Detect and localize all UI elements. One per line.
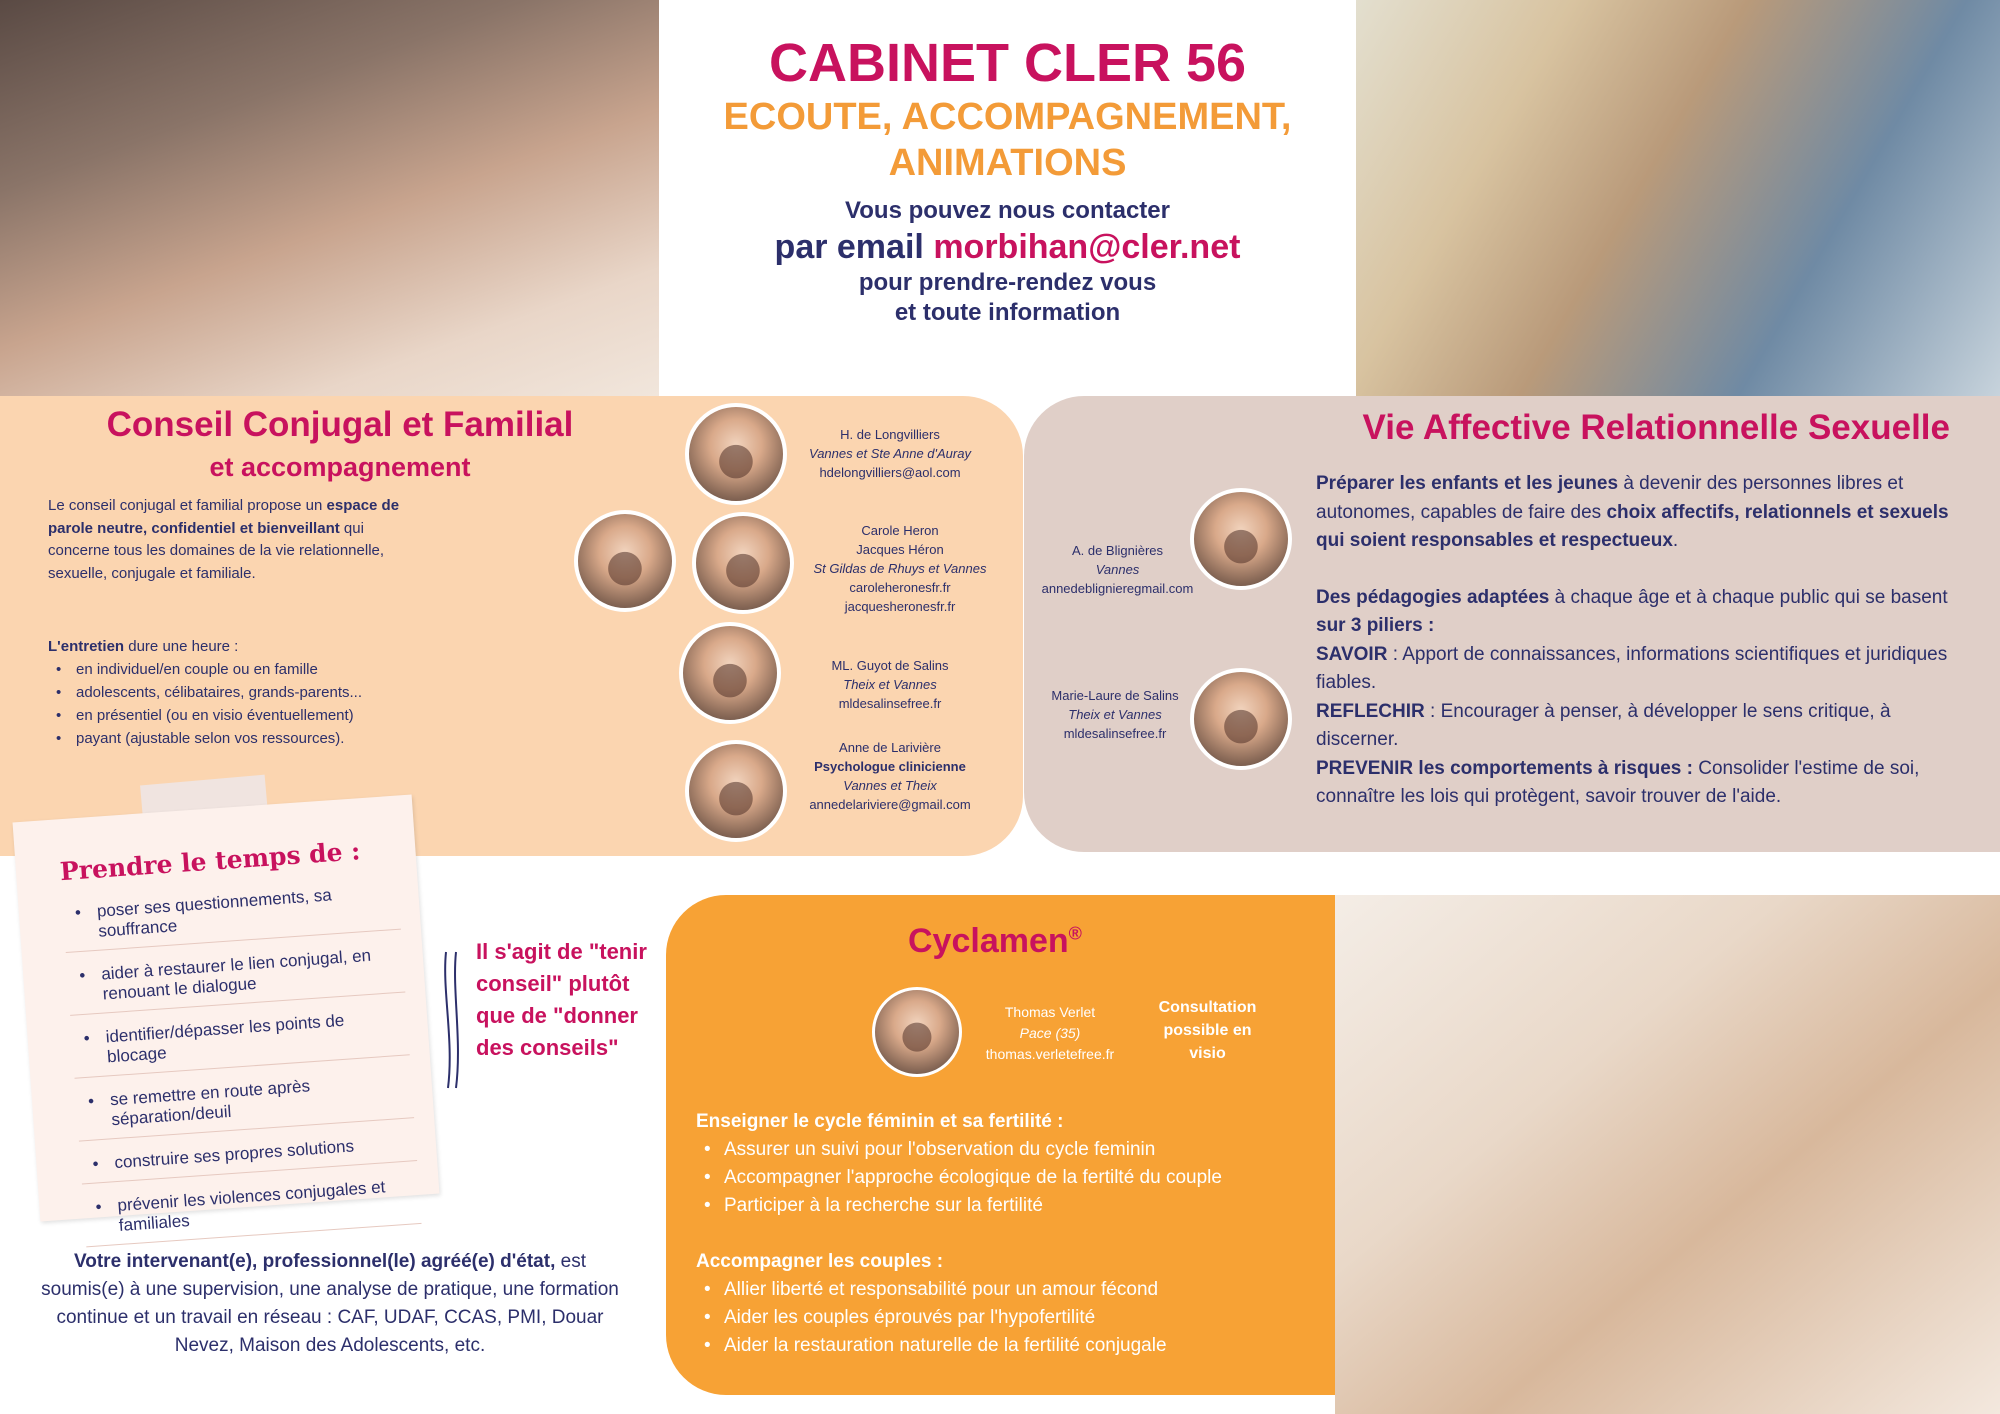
vars-bold: Préparer les enfants et les jeunes <box>1316 473 1619 494</box>
note-card <box>13 795 440 1235</box>
email-prefix: par email <box>774 228 924 266</box>
vars-text-span: à chaque âge et à chaque public qui se basent <box>1554 586 1948 608</box>
person-icon: ● <box>723 542 763 593</box>
cyclamen-heading: Enseigner le cycle féminin et sa fertilité : <box>696 1111 1064 1132</box>
person-place: Theix et Vannes <box>843 677 937 692</box>
person-info <box>1025 541 1210 598</box>
vars-text-span: . <box>1672 530 1679 551</box>
photo-hands <box>0 0 659 396</box>
avatar <box>685 740 787 842</box>
person-info <box>800 521 1000 616</box>
person-icon: ● <box>716 770 756 821</box>
note-title: Prendre le temps de : <box>59 836 362 887</box>
person-email[interactable]: annedeblignieregmail.com <box>1041 581 1194 596</box>
vars-bold: REFLECHIR <box>1316 700 1425 722</box>
person-email[interactable]: mldesalinsefree.fr <box>1063 726 1167 741</box>
conseil-intro-1: Le conseil conjugal et familial propose un <box>48 497 323 514</box>
vars-bold: SAVOIR <box>1316 643 1388 665</box>
person-icon: ● <box>900 1012 934 1056</box>
list-item: • prévenir les violences conjugales et familiales <box>83 1175 422 1247</box>
vars-paragraph-2 <box>1316 584 1956 641</box>
person-email[interactable]: caroleheronesfr.fr <box>849 580 951 595</box>
person-icon: ● <box>1221 698 1261 749</box>
list-item: • en individuel/en couple ou en famille <box>48 658 448 681</box>
cyclamen-title <box>860 922 1160 961</box>
vars-bold: Des pédagogies adaptées <box>1316 586 1550 608</box>
person-name: Thomas Verlet <box>1004 1004 1096 1020</box>
cyclamen-list-1 <box>696 1136 1336 1220</box>
list-item: • Accompagner l'approche écologique de la fertilté du couple <box>696 1164 1336 1192</box>
conseil-title: Conseil Conjugal et Familial <box>106 405 574 444</box>
person-info <box>800 425 980 482</box>
person-icon: ● <box>710 652 750 703</box>
pillar-reflechir <box>1316 698 1956 755</box>
conseil-subtitle: et accompagnement <box>209 452 471 482</box>
note-list <box>62 881 421 1248</box>
person-email[interactable]: jacquesheronesfr.fr <box>844 599 956 614</box>
person-place: Theix et Vannes <box>1068 707 1162 722</box>
quote-text: Il s'agit de "tenir conseil" plutôt que de "donner des conseils" <box>476 939 647 1060</box>
entretien-rest: dure une heure : <box>128 638 239 655</box>
vars-bold: choix affectifs, relationnels et sexuels qui soient responsables et respectueux <box>1316 501 1949 551</box>
list-item: • poser ses questionnements, sa souffrance <box>62 881 401 953</box>
list-item: • Participer à la recherche sur la fertilité <box>696 1192 1336 1220</box>
registered-mark: ® <box>1068 923 1082 944</box>
conseil-intro <box>48 495 418 585</box>
person-name: A. de Blignières <box>1071 543 1164 558</box>
person-email[interactable]: hdelongvilliers@aol.com <box>819 465 961 480</box>
list-item: • Aider la restauration naturelle de la fertilité conjugale <box>696 1332 1336 1360</box>
person-name: Jacques Héron <box>856 542 944 557</box>
person-name: Carole Heron <box>861 523 939 538</box>
avatar <box>574 510 676 612</box>
footer-text <box>30 1248 630 1360</box>
vars-paragraph-1 <box>1316 470 1956 556</box>
avatar <box>685 403 787 505</box>
purpose-line-2: et toute information <box>894 299 1121 326</box>
vars-text-span: : Encourager à penser, à développer le sens critique, à discerner. <box>1316 700 1891 750</box>
vars-text <box>1316 470 1956 812</box>
header-subtitle-1: ECOUTE, ACCOMPAGNEMENT, <box>723 96 1292 138</box>
person-icon: ● <box>605 540 645 591</box>
vars-text-span: : Apport de connaissances, informations scientifiques et juridiques fiables. <box>1316 643 1948 693</box>
cyclamen-title-text: Cyclamen <box>908 922 1069 960</box>
photo-family <box>1335 895 2000 1414</box>
conseil-intro-2: qui concerne tous les domaines de la vie relationnelle, sexuelle, conjugale et familiale. <box>48 519 385 582</box>
cyclamen-heading: Accompagner les couples : <box>696 1251 944 1272</box>
person-name: Anne de Larivière <box>839 740 941 755</box>
email-line <box>660 226 1355 268</box>
person-info <box>800 738 980 814</box>
footer-rest: est soumis(e) à une supervision, une analyse de pratique, une formation continue et un travail en réseau : CAF, UDAF, CCAS, PMI, Douar Nevez, Maison des Adolescents, etc. <box>41 1251 619 1356</box>
purpose-line-1: pour prendre-rendez vous <box>858 269 1157 296</box>
pillar-prevenir <box>1316 755 1956 812</box>
quote-mark-icon <box>440 950 464 1090</box>
vars-text-span: à devenir des personnes libres et autonomes, capables de faire des <box>1316 473 1904 523</box>
person-info <box>1040 686 1190 743</box>
person-icon: ● <box>716 433 756 484</box>
header-title: CABINET CLER 56 <box>768 33 1247 93</box>
list-item: • aider à restaurer le lien conjugal, en renouant le dialogue <box>67 944 406 1016</box>
person-place: Pace (35) <box>1019 1025 1081 1041</box>
person-place: Vannes et Ste Anne d'Auray <box>809 446 971 461</box>
visio-note: Consultation possible en visio <box>1158 999 1257 1062</box>
person-icon: ● <box>1221 518 1261 569</box>
vars-bold: PREVENIR les comportements à risques : <box>1316 757 1693 779</box>
person-name: H. de Longvilliers <box>840 427 940 442</box>
person-info <box>800 656 980 713</box>
person-name: ML. Guyot de Salins <box>831 658 949 673</box>
entretien-bold: L'entretien <box>48 638 125 655</box>
person-place: Vannes <box>1095 562 1140 577</box>
avatar <box>692 512 794 614</box>
list-item: • Assurer un suivi pour l'observation du cycle feminin <box>696 1136 1336 1164</box>
vars-title: Vie Affective Relationnelle Sexuelle <box>1362 408 1950 447</box>
footer-bold: Votre intervenant(e), professionnel(le) agréé(e) d'état, <box>73 1251 556 1272</box>
avatar <box>1190 668 1292 770</box>
list-item: • Aider les couples éprouvés par l'hypofertilité <box>696 1304 1336 1332</box>
cyclamen-content <box>696 1108 1336 1360</box>
list-item: • en présentiel (ou en visio éventuellement) <box>48 704 448 727</box>
email-link[interactable]: morbihan@cler.net <box>933 228 1241 266</box>
vars-text-span: Consolider l'estime de soi, connaître les lois qui protègent, savoir trouver de l'aide. <box>1316 757 1920 807</box>
list-item: • identifier/dépasser les points de blocage <box>71 1006 410 1078</box>
person-email[interactable]: annedelariviere@gmail.com <box>809 797 971 812</box>
person-info <box>965 1002 1135 1065</box>
person-place: Vannes et Theix <box>843 778 937 793</box>
person-role: Psychologue clinicienne <box>814 759 966 774</box>
entretien-list <box>48 658 448 750</box>
avatar <box>872 987 962 1077</box>
entretien-line <box>48 635 448 658</box>
vars-bold: sur 3 piliers : <box>1316 615 1435 636</box>
list-item: • adolescents, célibataires, grands-parents... <box>48 681 448 704</box>
header <box>660 0 1355 396</box>
person-email[interactable]: mldesalinsefree.fr <box>838 696 942 711</box>
person-name: Marie-Laure de Salins <box>1051 688 1179 703</box>
entretien-block <box>48 635 448 750</box>
list-item: • construire ses propres solutions <box>80 1132 417 1184</box>
pillar-savoir <box>1316 641 1956 698</box>
cyclamen-list-2 <box>696 1276 1336 1360</box>
avatar <box>679 622 781 724</box>
header-subtitle-2: ANIMATIONS <box>888 142 1127 184</box>
conseil-intro-bold: espace de parole neutre, confidentiel et bienveillant <box>48 497 400 537</box>
contact-line: Vous pouvez nous contacter <box>845 197 1170 224</box>
person-email[interactable]: thomas.verletefree.fr <box>985 1046 1115 1062</box>
photo-teens <box>1356 0 2000 396</box>
list-item: • se remettre en route après séparation/deuil <box>76 1069 415 1141</box>
list-item: • Allier liberté et responsabilité pour un amour fécond <box>696 1276 1336 1304</box>
list-item: • payant (ajustable selon vos ressources). <box>48 727 448 750</box>
person-place: St Gildas de Rhuys et Vannes <box>813 561 987 576</box>
